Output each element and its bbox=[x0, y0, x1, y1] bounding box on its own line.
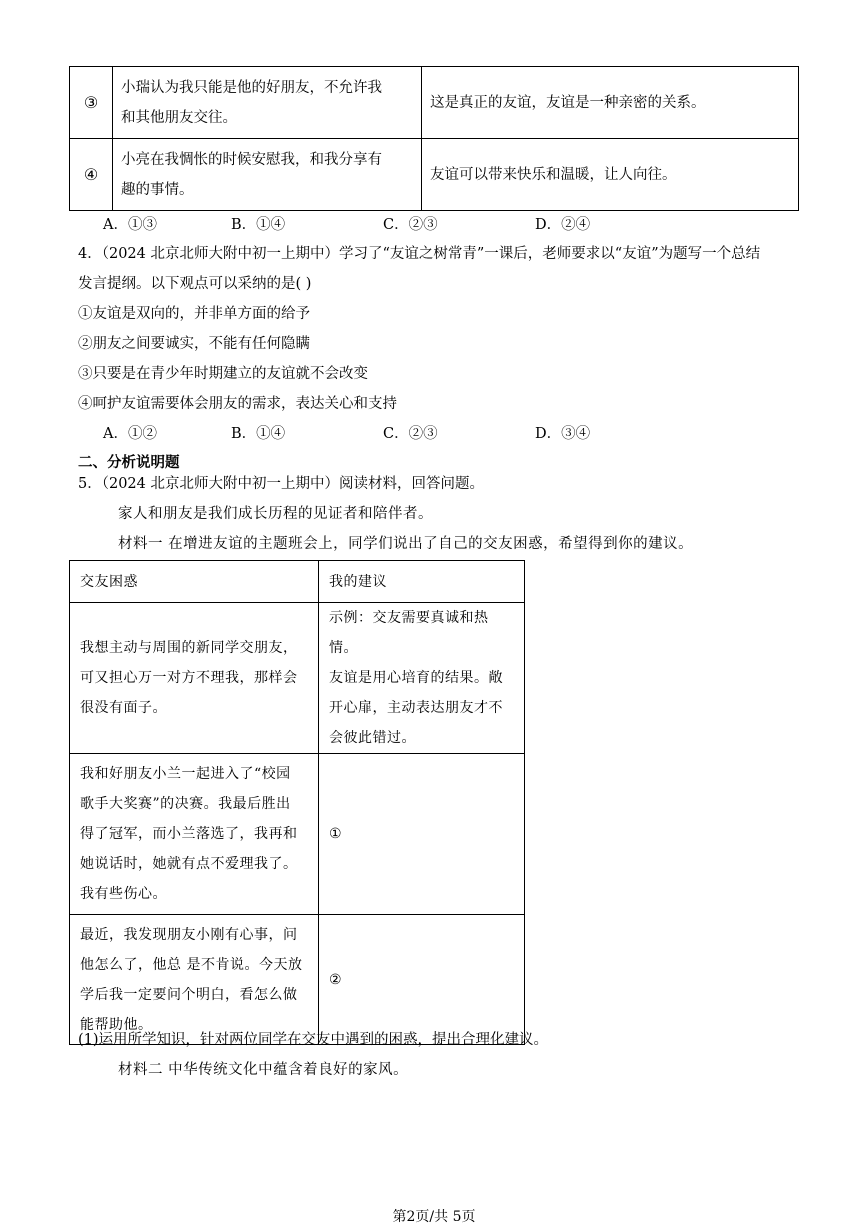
cell-line: 很没有面子。 bbox=[80, 700, 167, 716]
material-one: 材料一 在增进友谊的主题班会上，同学们说出了自己的交友困惑，希望得到你的建议。 bbox=[118, 536, 694, 552]
cell-line: 友谊是用心培育的结果。敞 bbox=[329, 670, 503, 686]
q4-option-b: B．①④ bbox=[231, 426, 286, 442]
confusion-cell bbox=[70, 915, 319, 1045]
q4-stem-line2: 发言提纲。以下观点可以采纳的是( ) bbox=[78, 276, 312, 292]
row-number: ④ bbox=[70, 139, 113, 211]
q4-option-d: D．③④ bbox=[535, 426, 591, 442]
friendship-table bbox=[69, 560, 525, 1045]
cell-line: 可又担心万一对方不理我，那样会 bbox=[80, 670, 298, 686]
table-row bbox=[70, 754, 525, 915]
table-header-row bbox=[70, 561, 525, 603]
table-row bbox=[70, 67, 799, 139]
q5-intro: 家人和朋友是我们成长历程的见证者和陪伴者。 bbox=[118, 506, 433, 522]
answer-blank-1: ① bbox=[319, 754, 525, 915]
cell-line: 我和好朋友小兰一起进入了“校园 bbox=[80, 766, 291, 782]
options-table bbox=[69, 66, 799, 211]
confusion-cell bbox=[70, 754, 319, 915]
row-number: ③ bbox=[70, 67, 113, 139]
q5-stem: 5．（2024 北京北师大附中初一上期中）阅读材料，回答问题。 bbox=[78, 476, 484, 492]
statement-line: 小瑞认为我只能是他的好朋友，不允许我 bbox=[121, 79, 382, 96]
statement-line: 小亮在我惆怅的时候安慰我，和我分享有 bbox=[121, 151, 382, 168]
cell-line: 能帮助他。 bbox=[80, 1016, 153, 1033]
cell-line: 开心扉，主动表达朋友才不 bbox=[329, 700, 503, 716]
table-row bbox=[70, 603, 525, 754]
q4-statement-2: ②朋友之间要诚实，不能有任何隐瞒 bbox=[78, 336, 310, 352]
column-header: 我的建议 bbox=[319, 561, 525, 603]
column-header: 交友困惑 bbox=[70, 561, 319, 603]
q4-stem-line1: 4．（2024 北京北师大附中初一上期中）学习了“友谊之树常青”一课后，老师要求以“友谊”为题写一个总结 bbox=[78, 246, 761, 262]
statement-line: 和其他朋友交往。 bbox=[121, 109, 237, 126]
q3-option-b: B．①④ bbox=[231, 217, 286, 233]
statement-cell bbox=[113, 67, 422, 139]
q3-option-d: D．②④ bbox=[535, 217, 591, 233]
cell-line: 她说话时，她就有点不爱理我了。 bbox=[80, 856, 298, 872]
section-heading: 二、分析说明题 bbox=[78, 454, 180, 471]
cell-line: 示例：交友需要真诚和热情。 bbox=[329, 610, 489, 656]
confusion-cell bbox=[70, 603, 319, 754]
cell-line: 他怎么了，他总 是不肯说。今天放 bbox=[80, 956, 303, 973]
answer-blank-2: ② bbox=[319, 915, 525, 1045]
statement-line: 趣的事情。 bbox=[121, 181, 194, 198]
q3-option-a: A．①③ bbox=[103, 217, 157, 233]
suggestion-cell bbox=[319, 603, 525, 754]
statement-cell bbox=[113, 139, 422, 211]
page-footer: 第2页/共 5页 bbox=[392, 1209, 476, 1225]
material-two: 材料二 中华传统文化中蕴含着良好的家风。 bbox=[118, 1062, 409, 1078]
q4-option-a: A．①② bbox=[103, 426, 157, 442]
cell-line: 得了冠军，而小兰落选了，我再和 bbox=[80, 826, 298, 842]
comment-cell: 这是真正的友谊，友谊是一种亲密的关系。 bbox=[422, 67, 799, 139]
cell-line: 学后我一定要问个明白，看怎么做 bbox=[80, 986, 298, 1003]
q3-option-c: C．②③ bbox=[383, 217, 438, 233]
cell-line: 我有些伤心。 bbox=[80, 886, 167, 902]
q4-option-c: C．②③ bbox=[383, 426, 438, 442]
q4-statement-4: ④呵护友谊需要体会朋友的需求，表达关心和支持 bbox=[78, 396, 397, 412]
table-row bbox=[70, 915, 525, 1045]
table-row bbox=[70, 139, 799, 211]
cell-line: 会彼此错过。 bbox=[329, 730, 416, 746]
q5-sub-question-1: (1)运用所学知识，针对两位同学在交友中遇到的困惑，提出合理化建议。 bbox=[78, 1032, 549, 1048]
comment-cell: 友谊可以带来快乐和温暖，让人向往。 bbox=[422, 139, 799, 211]
cell-line: 我想主动与周围的新同学交朋友， bbox=[80, 640, 298, 656]
q4-statement-3: ③只要是在青少年时期建立的友谊就不会改变 bbox=[78, 366, 368, 382]
cell-line: 最近，我发现朋友小刚有心事，问 bbox=[80, 926, 298, 943]
cell-line: 歌手大奖赛”的决赛。我最后胜出 bbox=[80, 796, 291, 812]
q4-statement-1: ①友谊是双向的，并非单方面的给予 bbox=[78, 306, 310, 322]
